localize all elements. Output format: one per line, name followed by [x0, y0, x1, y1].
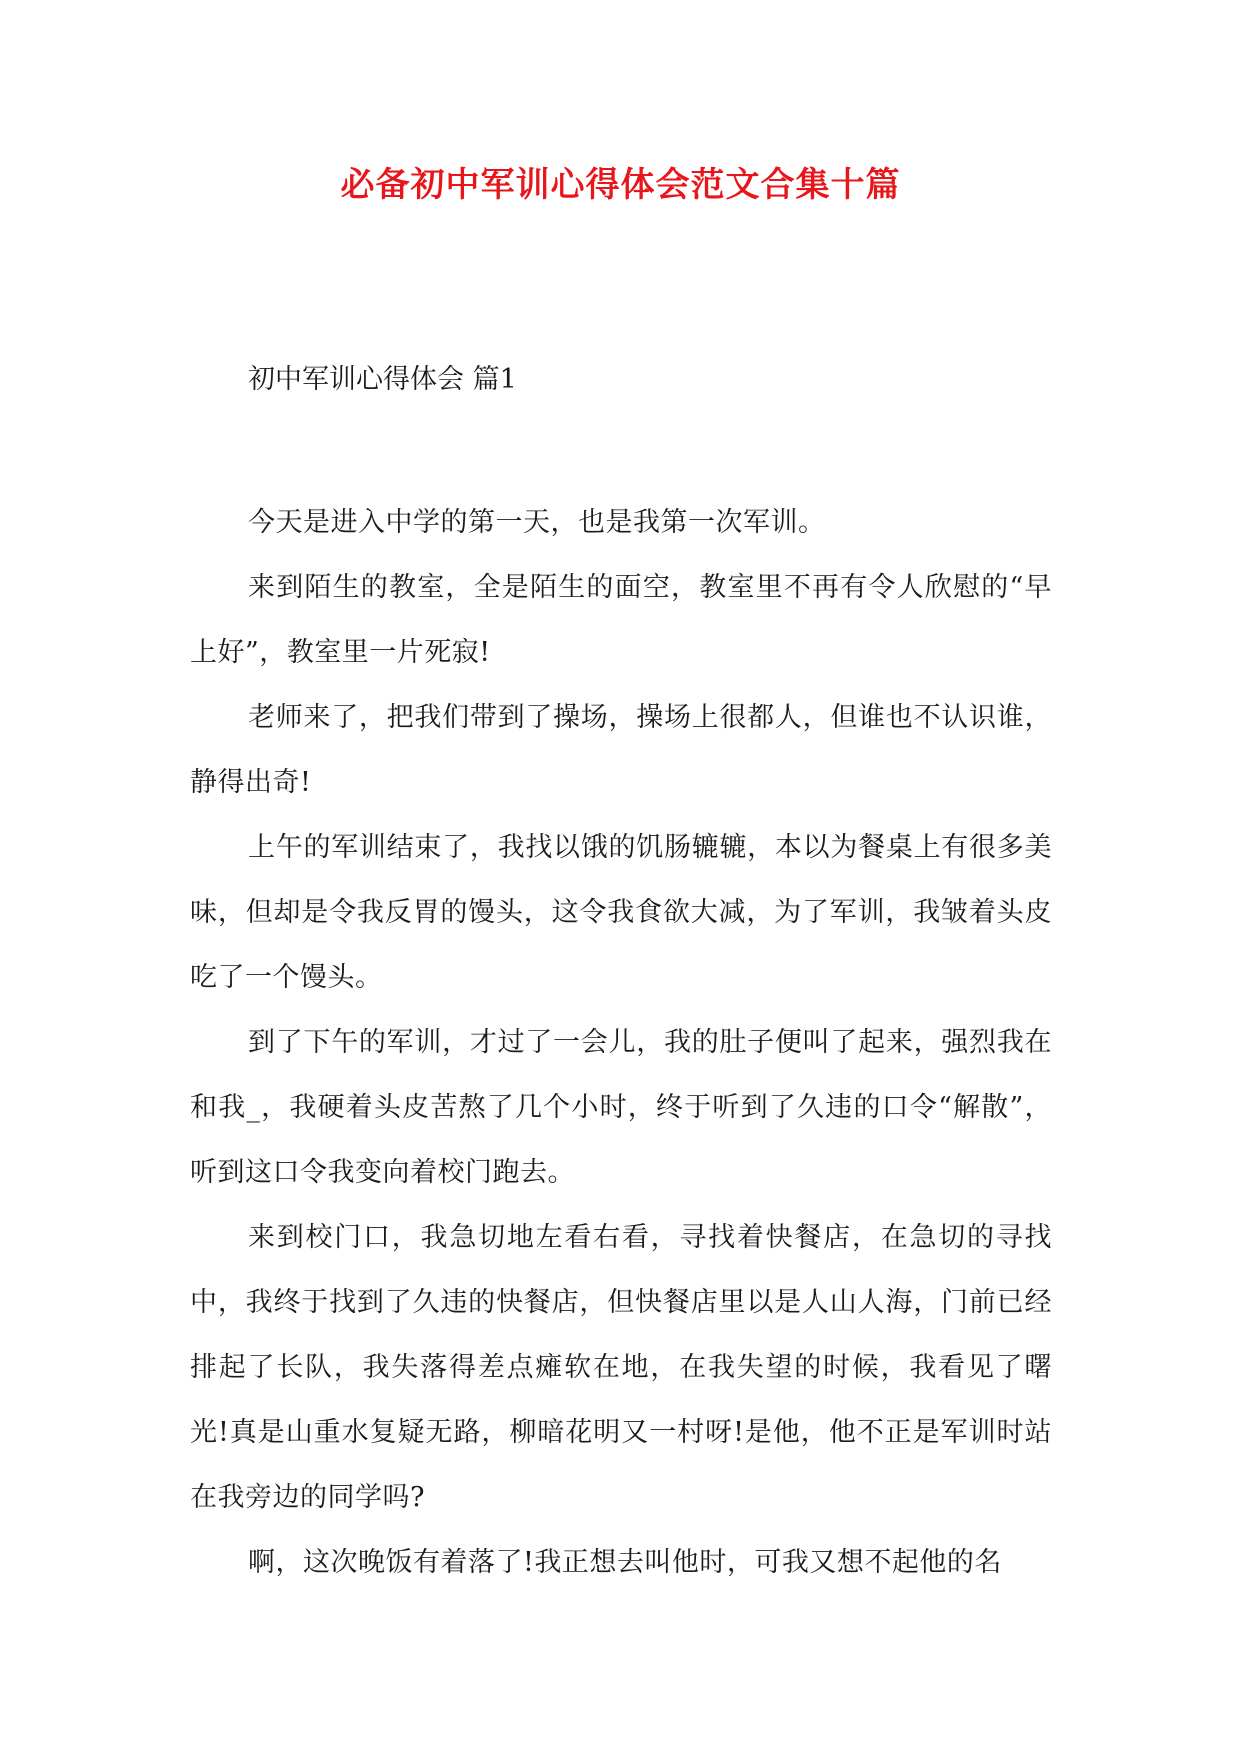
- document-title: 必备初中军训心得体会范文合集十篇: [340, 165, 901, 205]
- section-heading: 初中军训心得体会 篇1: [248, 364, 517, 395]
- paragraph: 来到校门口，我急切地左看右看，寻找着快餐店，在急切的寻找中，我终于找到了久违的快餐店，但快餐店里以是人山人海，门前已经排起了长队，我失落得差点瘫软在地，在我失望的时候，我看见了曙光!真是山重水复疑无路，柳暗花明又一村呀!是他，他不正是军训时站在我旁边的同学吗?: [190, 1222, 1052, 1513]
- paragraph: 到了下午的军训，才过了一会儿，我的肚子便叫了起来，强烈我在和我_，我硬着头皮苦熬了几个小时，终于听到了久违的口令“解散”，听到这口令我变向着校门跑去。: [190, 1027, 1052, 1188]
- paragraph: 来到陌生的教室，全是陌生的面空，教室里不再有令人欣慰的“早上好”，教室里一片死寂!: [190, 572, 1052, 668]
- paragraph: 老师来了，把我们带到了操场，操场上很都人，但谁也不认识谁，静得出奇!: [190, 702, 1052, 798]
- body-text: [190, 490, 1052, 1595]
- paragraph: 上午的军训结束了，我找以饿的饥肠辘辘，本以为餐桌上有很多美味，但却是令我反胃的馒头，这令我食欲大减，为了军训，我皱着头皮吃了一个馒头。: [190, 832, 1052, 993]
- paragraph: 啊，这次晚饭有着落了!我正想去叫他时，可我又想不起他的名: [248, 1547, 1002, 1578]
- paragraph: 今天是进入中学的第一天，也是我第一次军训。: [248, 507, 826, 538]
